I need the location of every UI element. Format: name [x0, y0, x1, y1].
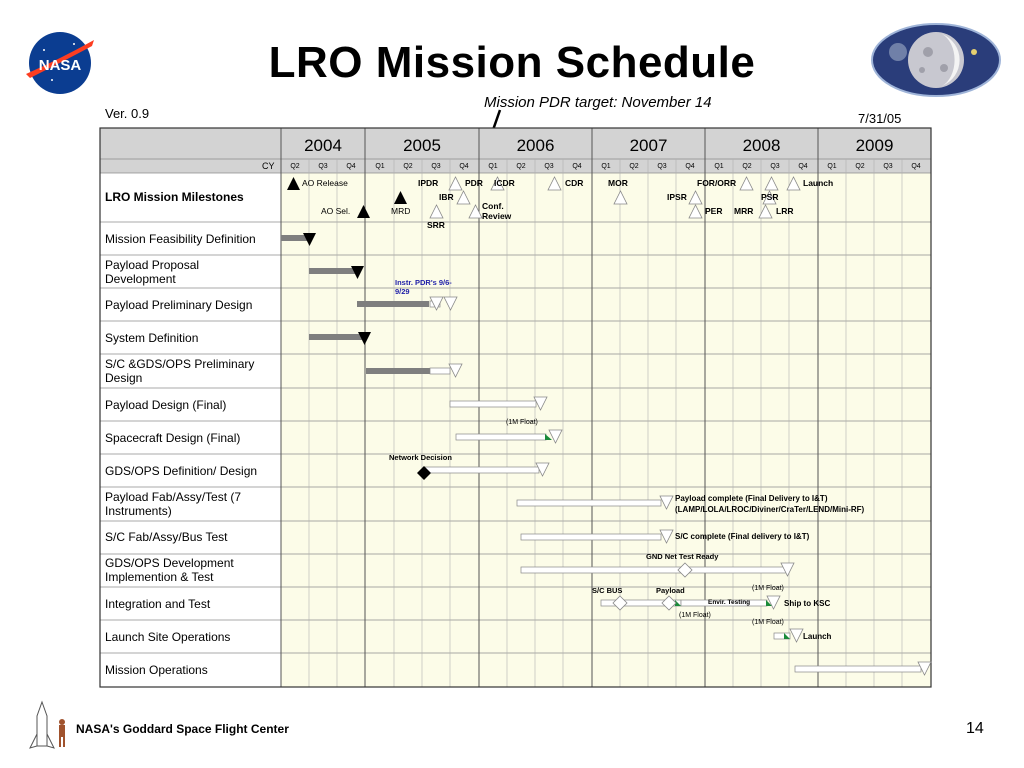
- row-label: GDS/OPS Definition/ Design: [105, 464, 258, 478]
- instr-pdr-annotation: Instr. PDR's 9/6-9/29: [395, 278, 452, 296]
- payload-annotation: Payload: [656, 586, 685, 595]
- milestone-label: PDR: [465, 178, 483, 188]
- quarter-header: Q4: [685, 163, 695, 170]
- launch-annotation: Launch: [803, 632, 832, 641]
- footer-text: NASA's Goddard Space Flight Center: [76, 722, 289, 736]
- float-annotation: (1M Float): [679, 612, 711, 619]
- milestone-label: AO Sel.: [321, 206, 351, 216]
- milestone-label: MRD: [391, 206, 411, 216]
- quarter-header: Q1: [601, 163, 611, 170]
- row-label: S/C &GDS/OPS Preliminary Design: [105, 357, 255, 385]
- quarter-header: Q4: [572, 163, 582, 170]
- year-header-2008: 2008: [742, 136, 781, 155]
- milestone-label: LRR: [776, 206, 794, 216]
- quarter-header: Q4: [459, 163, 469, 170]
- row-label-milestones: LRO Mission Milestones: [105, 190, 244, 204]
- quarter-header: Q4: [798, 163, 808, 170]
- version-label: Ver. 0.9: [105, 106, 150, 121]
- milestone-label: Conf. Review: [482, 201, 512, 221]
- milestone-label: IBR: [439, 192, 454, 202]
- quarter-header: Q3: [770, 163, 780, 170]
- year-header-2004: 2004: [304, 136, 342, 155]
- row-label: Integration and Test: [105, 597, 211, 611]
- year-header-2006: 2006: [516, 136, 555, 155]
- quarter-header: Q3: [318, 163, 328, 170]
- quarter-header: Q1: [827, 163, 837, 170]
- quarter-header: Q2: [855, 163, 865, 170]
- row-label: System Definition: [105, 331, 199, 345]
- year-header-2005: 2005: [403, 136, 441, 155]
- quarter-header: Q3: [431, 163, 441, 170]
- quarter-header: Q2: [290, 163, 300, 170]
- milestone-label: PER: [705, 206, 723, 216]
- year-header-2007: 2007: [629, 136, 668, 155]
- milestone-label: MOR: [608, 178, 628, 188]
- quarter-header: Q2: [629, 163, 639, 170]
- row-label: Payload Proposal Development: [105, 258, 200, 286]
- row-label: Payload Preliminary Design: [105, 298, 253, 312]
- svg-text:NASA: NASA: [38, 57, 82, 74]
- row-label: Launch Site Operations: [105, 630, 231, 644]
- sc-complete-annotation: S/C complete (Final delivery to I&T): [675, 532, 810, 541]
- quarter-header: Q4: [346, 163, 356, 170]
- row-label: Spacecraft Design (Final): [105, 431, 241, 445]
- milestone-label: CDR: [565, 178, 584, 188]
- ship-ksc-annotation: Ship to KSC: [784, 599, 831, 608]
- pdr-target-note: Mission PDR target: November 14: [484, 94, 712, 111]
- network-decision-annotation: Network Decision: [389, 453, 452, 462]
- page-title: LRO Mission Schedule: [268, 38, 756, 87]
- milestone-label: PSR: [761, 192, 779, 202]
- quarter-header: Q2: [742, 163, 752, 170]
- date-label: 7/31/05: [858, 111, 902, 126]
- cy-label: CY: [262, 161, 275, 171]
- quarter-header: Q2: [516, 163, 526, 170]
- row-label: Mission Feasibility Definition: [105, 232, 256, 246]
- milestone-label: IPDR: [418, 178, 439, 188]
- row-label: Mission Operations: [105, 663, 208, 677]
- sc-bus-annotation: S/C BUS: [592, 586, 623, 595]
- float-annotation: (1M Float): [752, 619, 784, 626]
- milestone-label: FOR/ORR: [697, 178, 737, 188]
- milestone-label: ICDR: [494, 178, 515, 188]
- quarter-header: Q1: [714, 163, 724, 170]
- quarter-header: Q3: [657, 163, 667, 170]
- milestone-label: IPSR: [667, 192, 687, 202]
- page-number: 14: [966, 720, 984, 737]
- quarter-header: Q4: [911, 163, 921, 170]
- payload-complete-annotation: Payload complete (Final Delivery to I&T) (LAMP/LOLA/LROC/Diviner/CraTer/LEND/Mini-RF): [675, 494, 865, 514]
- row-label: Payload Design (Final): [105, 398, 227, 412]
- quarter-header: Q1: [375, 163, 385, 170]
- row-label: Payload Fab/Assy/Test (7 Instruments): [105, 490, 242, 518]
- gnd-net-annotation: GND Net Test Ready: [646, 552, 719, 561]
- quarter-header: Q3: [544, 163, 554, 170]
- quarter-header: Q3: [883, 163, 893, 170]
- year-header-2009: 2009: [855, 136, 894, 155]
- float-annotation: (1M Float): [506, 419, 538, 426]
- milestone-label: Launch: [803, 178, 834, 188]
- quarter-header: Q2: [403, 163, 413, 170]
- row-label: GDS/OPS Development Implemention & Test: [105, 556, 234, 584]
- milestone-label: AO Release: [302, 178, 348, 188]
- float-annotation: (1M Float): [752, 585, 784, 592]
- milestone-label: SRR: [427, 220, 445, 230]
- envir-testing-annotation: Envir. Testing: [708, 599, 751, 606]
- row-label: S/C Fab/Assy/Bus Test: [105, 530, 228, 544]
- milestone-label: MRR: [734, 206, 754, 216]
- quarter-header: Q1: [488, 163, 498, 170]
